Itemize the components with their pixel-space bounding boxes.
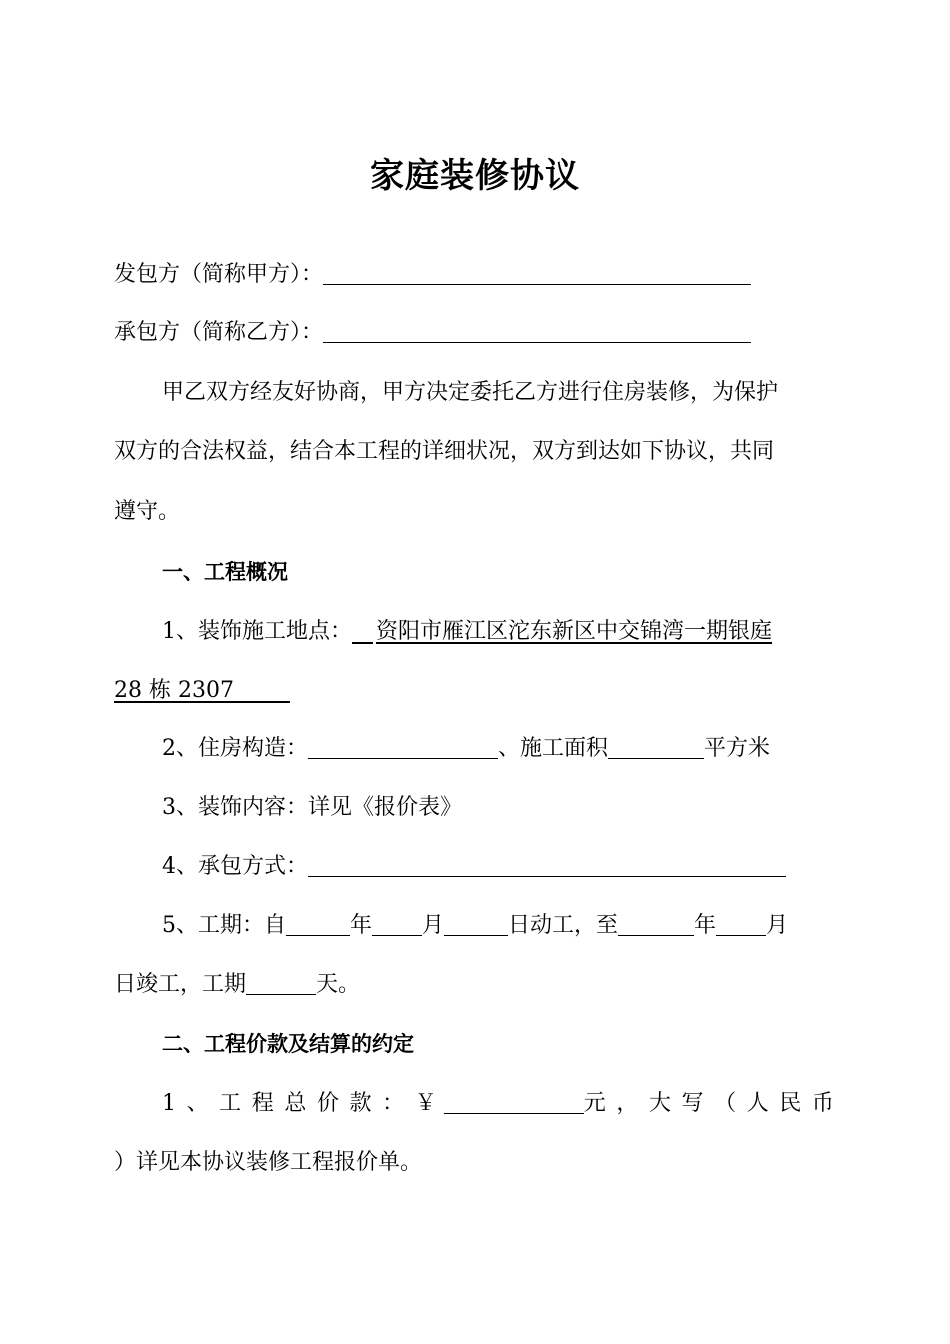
structure-blank [308, 736, 498, 759]
site-address-trailing [234, 678, 290, 703]
price-char: 款 [349, 1091, 372, 1116]
end-month-label: 月 [766, 913, 789, 938]
price-currency: ￥ [414, 1091, 437, 1116]
area-unit: 平方米 [704, 736, 771, 761]
contract-mode-blank [308, 854, 786, 877]
start-year-label: 年 [350, 913, 373, 938]
end-year-blank [618, 913, 694, 936]
price-char: 总 [284, 1091, 307, 1116]
schedule-line [162, 911, 788, 941]
price-char: 人 [746, 1091, 769, 1116]
price-char: （ [714, 1091, 737, 1116]
party-b-line [114, 318, 751, 348]
price-char: 写 [681, 1091, 704, 1116]
price-char: 大 [648, 1091, 671, 1116]
end-year-label: 年 [694, 913, 717, 938]
price-char: 币 [811, 1091, 834, 1116]
start-day-blank [444, 913, 508, 936]
contract-mode-label: 4、承包方式： [162, 854, 308, 879]
schedule-line-2 [114, 970, 360, 1000]
price-char: 程 [251, 1091, 274, 1116]
document-title: 家庭装修协议 [370, 156, 580, 196]
price-char: 价 [316, 1091, 339, 1116]
area-label: 、施工面积 [498, 736, 609, 761]
party-a-label: 发包方（简称甲方）： [114, 262, 324, 287]
intro-line-3: 遵守。 [114, 499, 181, 524]
duration-blank [246, 972, 316, 995]
price-char: 工 [219, 1091, 242, 1116]
price-char: ， [616, 1091, 639, 1116]
duration-unit: 天。 [316, 972, 361, 997]
section-2-heading: 二、工程价款及结算的约定 [162, 1032, 414, 1056]
site-address-line [162, 617, 772, 647]
price-yuan: 元 [583, 1091, 606, 1116]
price-line-2: ）详见本协议装修工程报价单。 [114, 1150, 423, 1175]
intro-line-2: 双方的合法权益，结合本工程的详细状况，双方到达如下协议，共同 [114, 439, 775, 464]
end-month-blank [716, 913, 766, 936]
price-char: 、 [186, 1091, 209, 1116]
start-year-blank [286, 913, 350, 936]
site-address-value: 资阳市雁江区沱东新区中交锦湾一期银庭 [376, 619, 773, 644]
site-address-unit: 28 栋 2307 [114, 678, 234, 703]
site-address-pad [352, 617, 376, 647]
price-char: 民 [779, 1091, 802, 1116]
decoration-content-line: 3、装饰内容：详见《报价表》 [162, 795, 462, 820]
schedule-prefix: 5、工期：自 [162, 913, 286, 938]
party-a-line [114, 260, 751, 290]
structure-line [162, 734, 770, 764]
price-char: 1 [162, 1091, 176, 1116]
site-address-label: 1、装饰施工地点： [162, 619, 352, 644]
price-amount-group [415, 1089, 606, 1119]
area-blank [608, 736, 704, 759]
party-a-blank [323, 262, 751, 285]
schedule-start-text: 日动工，至 [508, 913, 619, 938]
intro-line-1: 甲乙双方经友好协商，甲方决定委托乙方进行住房装修，为保护 [162, 380, 779, 405]
party-b-label: 承包方（简称乙方）： [114, 320, 324, 345]
structure-label: 2、住房构造： [162, 736, 308, 761]
start-month-blank [372, 913, 422, 936]
party-b-blank [323, 320, 751, 343]
section-1-heading: 一、工程概况 [162, 560, 288, 584]
price-blank [444, 1091, 584, 1114]
schedule-end-text: 日竣工，工期 [114, 972, 247, 997]
price-line [162, 1089, 834, 1119]
start-month-label: 月 [422, 913, 445, 938]
contract-mode-line [162, 852, 786, 882]
site-address-line-2 [114, 676, 290, 706]
price-char: ： [382, 1091, 405, 1116]
